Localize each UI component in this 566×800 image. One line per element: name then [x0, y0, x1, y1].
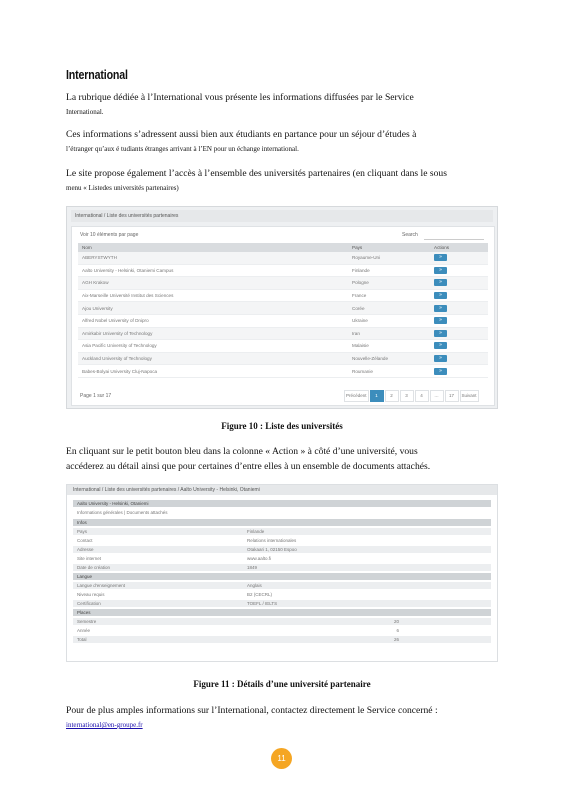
view-details-button[interactable]: »: [434, 330, 447, 337]
audience-line-1: Ces informations s’adressent aussi bien aux étudiants en partance pour un séjour d’études à: [66, 129, 417, 140]
detail-key: Total: [77, 637, 87, 642]
detail-key: Semestre: [77, 619, 97, 624]
table-footer-count: Page 1 sur 17: [80, 393, 112, 399]
detail-value: Finlande: [247, 529, 265, 534]
view-details-button[interactable]: »: [434, 254, 447, 261]
figure-11-caption: Figure 11 : Détails d’une université partenaire: [193, 679, 371, 689]
detail-row: [73, 600, 491, 607]
university-country: France: [348, 289, 430, 302]
detail-key: Site internet: [77, 556, 102, 561]
university-name: Amirkabir University of Technology: [78, 327, 348, 340]
detail-value: B2 (CECRL): [247, 592, 273, 597]
detail-value: Otakaari 1, 02150 Espoo: [247, 547, 297, 552]
table-row: [78, 252, 488, 264]
university-country: Corée: [348, 302, 430, 315]
breadcrumb: International / Liste des universités partenaires: [71, 210, 493, 222]
detail-section-row: [73, 609, 491, 616]
audience-paragraph: [66, 127, 498, 157]
table-row: [78, 352, 488, 365]
detail-count: 26: [393, 637, 399, 642]
detail-row: [73, 528, 491, 535]
detail-key: Langue d’enseignement: [77, 583, 126, 588]
detail-subtitle-row: [73, 509, 491, 516]
detail-title: Aalto University - Helsinki, Otaniemi: [77, 501, 149, 506]
pagination-page[interactable]: 1: [370, 390, 384, 402]
page-number-badge: 11: [271, 748, 292, 769]
university-country: Ukraine: [348, 314, 430, 327]
table-row: [78, 264, 488, 277]
detail-key: Contact: [77, 538, 93, 543]
partners-line-1: Le site propose également l’accès à l’ensemble des universités partenaires (en cliquant dans le sous: [66, 168, 447, 179]
university-name: Alfred Nobel University of Dnipro: [78, 314, 348, 327]
detail-row: [73, 636, 491, 643]
pagination-page[interactable]: 17: [445, 390, 459, 402]
pagination-ellipsis: …: [430, 390, 444, 402]
view-details-button[interactable]: »: [434, 317, 447, 324]
contact-line-1: Pour de plus amples informations sur l’International, contactez directement le Service concerné :: [66, 705, 438, 716]
university-country: Royaume-Uni: [348, 252, 430, 264]
universities-list-screenshot: [66, 206, 498, 409]
page-heading: International: [66, 67, 128, 82]
detail-key: Langue: [77, 574, 93, 579]
detail-key: Infos: [77, 520, 87, 525]
breadcrumb: International / Liste des universités partenaires / Aalto University - Helsinki, Otaniemi: [67, 485, 497, 495]
intro-paragraph: [66, 90, 498, 120]
university-country: Pologne: [348, 277, 430, 290]
audience-line-2: l’étranger qu’aux é tudiants étranges arrivant à l’EN pour un échange international.: [66, 145, 299, 153]
view-details-button[interactable]: »: [434, 355, 447, 362]
view-details-button[interactable]: »: [434, 267, 447, 274]
column-header-country[interactable]: Pays: [348, 243, 430, 252]
university-detail-screenshot: [66, 484, 498, 662]
view-details-button[interactable]: »: [434, 342, 447, 349]
pagination-page[interactable]: 2: [385, 390, 399, 402]
pagination: [344, 390, 479, 400]
figure-10-caption: Figure 10 : Liste des universités: [221, 421, 343, 431]
detail-row: [73, 591, 491, 598]
table-row: [78, 314, 488, 327]
detail-value: Relations internationales: [247, 538, 297, 543]
column-header-actions: Actions: [430, 243, 488, 252]
detail-title-row: [73, 500, 491, 507]
table-row: [78, 365, 488, 378]
detail-row: [73, 618, 491, 625]
university-country: Iran: [348, 327, 430, 340]
click-paragraph: [66, 444, 498, 474]
detail-row: [73, 537, 491, 544]
pagination-next[interactable]: Suivant: [460, 390, 479, 402]
contact-paragraph: [66, 703, 498, 733]
detail-key: Date de création: [77, 565, 111, 570]
university-name: Asia Pacific University of Technology: [78, 340, 348, 353]
university-country: Malaisie: [348, 340, 430, 353]
table-row: [78, 277, 488, 290]
search-label: Search: [402, 232, 418, 238]
intro-line-1: La rubrique dédiée à l’International vous présente les informations diffusées par le Service: [66, 92, 414, 103]
pagination-page[interactable]: 4: [415, 390, 429, 402]
detail-row: [73, 627, 491, 634]
list-panel: [71, 226, 495, 406]
university-name: Auckland University of Technology: [78, 352, 348, 365]
table-row: [78, 340, 488, 353]
pagination-previous[interactable]: Précédent: [344, 390, 369, 402]
university-country: Roumanie: [348, 365, 430, 378]
view-details-button[interactable]: »: [434, 305, 447, 312]
university-country: Nouvelle-Zélande: [348, 352, 430, 365]
detail-value: TOEFL / IELTS: [247, 601, 278, 606]
click-line-2: accéderez au détail ainsi que pour certaines d’entre elles à un ensemble de documents attachés.: [66, 461, 431, 472]
detail-key: Certification: [77, 601, 101, 606]
detail-row: [73, 564, 491, 571]
detail-key: Places: [77, 610, 91, 615]
university-name: Aix-Marseille Université Institut des Sciences: [78, 289, 348, 302]
detail-value: 1849: [247, 565, 258, 570]
university-name: AGH Krakow: [78, 277, 348, 290]
search-input[interactable]: [424, 231, 484, 240]
partners-line-2: menu « Listedes universités partenaires): [66, 184, 179, 192]
detail-row: [73, 582, 491, 589]
page-size-selector[interactable]: Voir 10 éléments par page: [80, 232, 139, 238]
detail-tabs[interactable]: Informations générales | Documents attachés: [77, 510, 168, 515]
detail-section-row: [73, 573, 491, 580]
detail-count: 20: [393, 619, 399, 624]
university-name: Ajou University: [78, 302, 348, 315]
detail-key: Niveau requis: [77, 592, 105, 597]
view-details-button[interactable]: »: [434, 279, 447, 286]
detail-key: Adresse: [77, 547, 94, 552]
university-name: Babes-Bolyai University Cluj-Napoca: [78, 365, 348, 378]
university-name: Aalto University - Helsinki, Otaniemi Campus: [78, 264, 348, 277]
university-country: Finlande: [348, 264, 430, 277]
view-details-button[interactable]: »: [434, 292, 447, 299]
detail-section-row: [73, 519, 491, 526]
contact-email-link[interactable]: international@en-groupe.fr: [66, 721, 143, 729]
detail-value: Anglais: [247, 583, 262, 588]
click-line-1: En cliquant sur le petit bouton bleu dans la colonne « Action » à côté d’une université, vous: [66, 446, 418, 457]
table-row: [78, 289, 488, 302]
table-row: [78, 327, 488, 340]
table-row: [78, 302, 488, 315]
universities-table: [78, 243, 488, 378]
intro-line-2: International.: [66, 108, 104, 116]
detail-key: Pays: [77, 529, 88, 534]
partners-paragraph: [66, 166, 498, 196]
column-header-name[interactable]: Nom: [78, 243, 348, 252]
detail-row: [73, 546, 491, 553]
university-name: ABERYSTWYTH: [78, 252, 348, 264]
detail-row: [73, 555, 491, 562]
pagination-page[interactable]: 3: [400, 390, 414, 402]
detail-value: www.aalto.fi: [247, 556, 272, 561]
view-details-button[interactable]: »: [434, 368, 447, 375]
detail-key: Année: [77, 628, 91, 633]
detail-count: 6: [396, 628, 399, 633]
